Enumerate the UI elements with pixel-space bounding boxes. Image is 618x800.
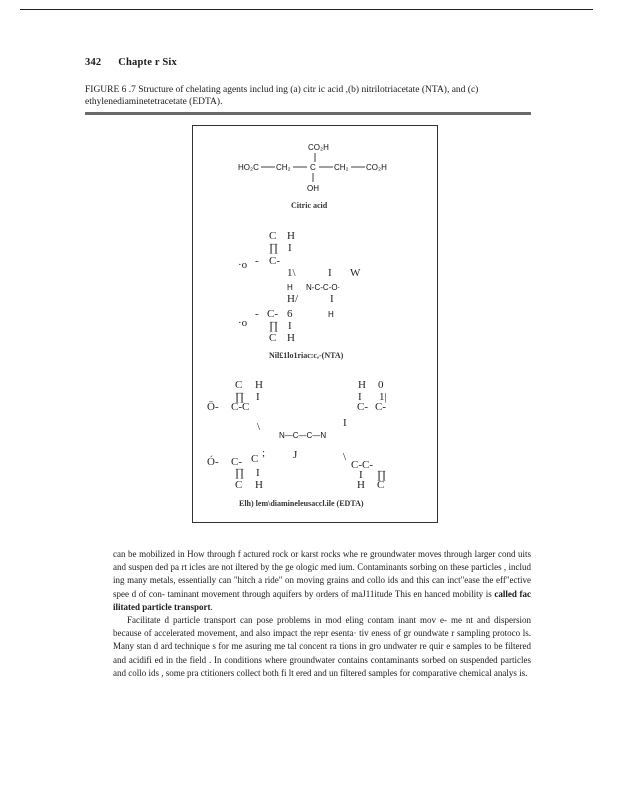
figure-box	[192, 125, 438, 523]
nta-glyph: C-	[267, 308, 278, 320]
nta-glyph: I	[330, 293, 334, 305]
citric-right-group: CO₂H	[366, 163, 387, 172]
nta-glyph: -	[255, 255, 259, 267]
citric-ch2-right: CH₂	[334, 163, 349, 172]
edta-glyph: I	[256, 467, 260, 479]
nta-glyph: ∏	[269, 320, 279, 332]
edta-glyph: C-	[375, 401, 386, 413]
edta-glyph: Ō-	[207, 401, 219, 413]
citric-bottom-group: OH	[307, 184, 319, 193]
body-text	[113, 548, 531, 680]
nta-glyph: ·o	[238, 259, 248, 271]
edta-glyph: I	[343, 417, 347, 429]
nta-glyph: ·o	[238, 317, 248, 329]
nta-structure	[238, 230, 361, 360]
edta-glyph: H	[255, 479, 263, 491]
nta-glyph: H	[287, 332, 295, 344]
edta-glyph: ∏	[235, 467, 245, 479]
edta-glyph: C-	[231, 456, 242, 468]
nta-glyph: C	[269, 230, 277, 242]
nta-glyph: -	[255, 308, 259, 320]
edta-glyph: ;	[262, 447, 266, 459]
edta-glyph: ∏	[377, 469, 387, 481]
page-number: 342	[85, 57, 102, 68]
citric-top-group: CO₂H	[308, 143, 329, 152]
edta-glyph: C-C-	[351, 459, 373, 471]
citric-acid-structure	[238, 143, 387, 210]
nta-glyph: W	[350, 267, 361, 279]
nta-glyph: H	[328, 310, 334, 319]
nta-label: Nil£1lo1riac:c,-(NTA)	[269, 351, 344, 360]
edta-glyph: I	[256, 391, 260, 403]
edta-glyph: I	[358, 391, 362, 403]
edta-glyph: C-C	[231, 401, 250, 413]
paragraph-2: Facilitate d particle transport can pose problems in mod eling contam inant mov e- me nt and dispersion because of accelerated movement, and also impact the repr esenta· tiv eness of gr oundwate r sampling protoco ls. Many stan d ard technique s for me asuring me tal concent ra tions in gro undwater re quir e samples to be filtered and acidifi ed in the field . In conditions where groundwater contains contaminants sorbed on suspended particles and collo ids , some pra ctitioners collect both fi lt ered and un filtered samples for comparative chemical analys is.	[113, 615, 531, 678]
edta-glyph: C-	[357, 401, 368, 413]
edta-glyph: H	[357, 479, 365, 491]
citric-ch2-left: CH₂	[276, 163, 291, 172]
citric-acid-label: Citric acid	[291, 201, 328, 210]
nta-glyph: C	[269, 332, 277, 344]
top-rule	[20, 9, 593, 10]
edta-glyph: C	[377, 479, 385, 491]
nta-glyph: I	[288, 242, 292, 254]
paragraph-1-end: .	[210, 601, 213, 612]
edta-glyph: C	[235, 479, 243, 491]
chemical-structures	[193, 126, 439, 524]
nta-glyph: ∏	[269, 242, 279, 254]
edta-glyph: ∏	[235, 391, 245, 403]
edta-glyph: 0	[378, 379, 384, 391]
edta-glyph: H	[358, 379, 366, 391]
edta-center-chain: N—C—C—N	[279, 431, 327, 440]
nta-glyph: H	[287, 230, 295, 242]
caption-rule	[85, 112, 531, 115]
chapter-title: Chapte r Six	[118, 57, 177, 68]
edta-glyph: C	[251, 453, 259, 465]
edta-glyph: I	[359, 469, 363, 481]
edta-label: Elh) lem\diamineleusaccl.ile (EDTA)	[239, 499, 364, 508]
citric-left-group: HO₂C	[238, 163, 259, 172]
nta-glyph: H	[287, 283, 293, 292]
running-head	[85, 57, 191, 68]
nta-glyph: H/	[287, 293, 298, 305]
edta-glyph: \	[257, 421, 261, 433]
edta-glyph: Ó-	[207, 456, 219, 468]
nta-glyph: I	[288, 320, 292, 332]
edta-glyph: \	[343, 451, 347, 463]
paragraph-1	[113, 548, 531, 614]
paragraph-1-text: can be mobilized in How through f actured rock or karst rocks whe re groundwater moves through larger cond uits and suspen ded pa rt icles are not iltered by the ge ologic med ium. Contaminants sorbing on these particles , includ ing many metals, essentially can "hitch a ride" on moving grains and collo ids and this can inct"ease the eff"ective spee d of con- taminant movement through aquifers by orders of maJ11itude This en hanced mobility is	[113, 549, 531, 599]
edta-glyph: C	[235, 379, 243, 391]
edta-glyph: J	[293, 449, 298, 461]
key-term: called fac ilitated particle transport	[113, 588, 531, 612]
nta-glyph: 1\	[287, 267, 296, 279]
edta-structure	[207, 379, 387, 508]
figure-caption: FIGURE 6 .7 Structure of chelating agents includ ing (a) citr ic acid ,(b) nitrilotriacetate (NTA), and (c) ethylenediaminetetracetate (EDTA).	[85, 85, 479, 107]
nta-glyph: N-C-C-O·	[306, 283, 341, 292]
nta-glyph: 6	[287, 308, 293, 320]
edta-glyph: 1|	[379, 391, 387, 403]
nta-glyph: I	[328, 267, 332, 279]
edta-glyph: H	[255, 379, 263, 391]
citric-center-carbon: C	[310, 163, 316, 172]
nta-glyph: C-	[269, 255, 280, 267]
